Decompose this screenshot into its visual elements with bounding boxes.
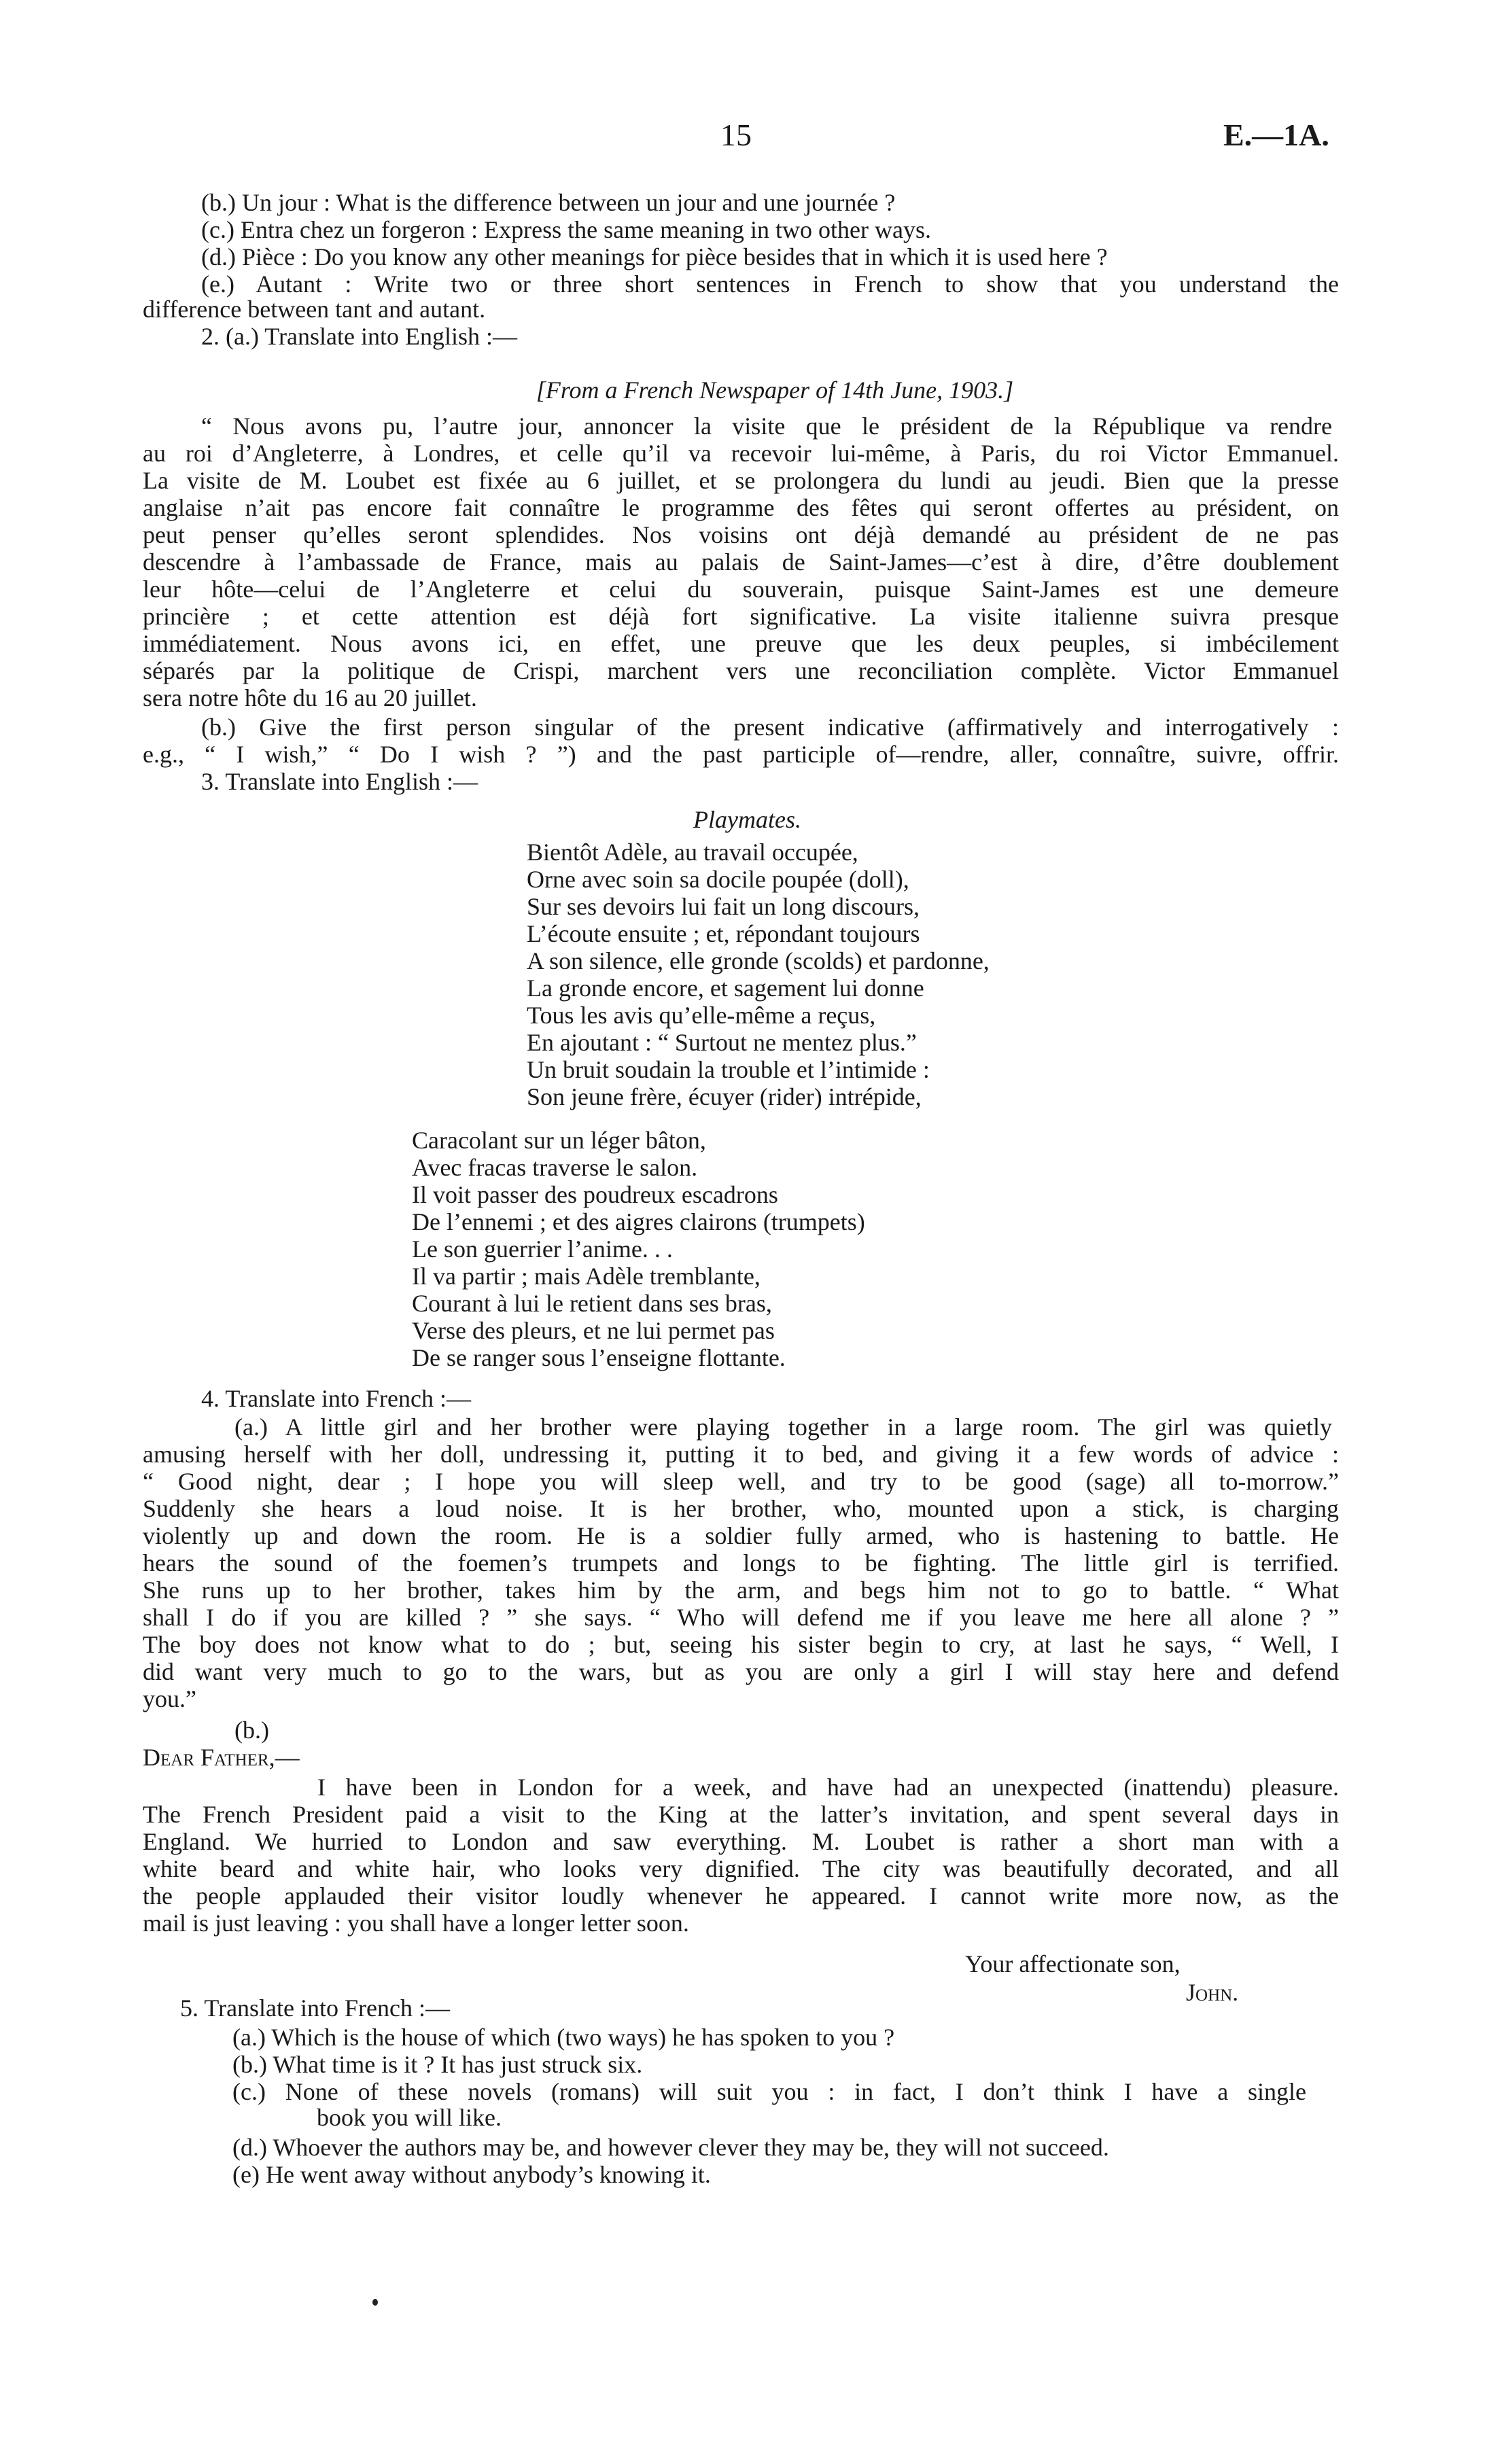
poem-line: Orne avec soin sa docile poupée (doll), xyxy=(527,866,909,893)
q4-a-line: The boy does not know what to do ; but, seeing his sister begin to cry, at last he says, “ Well, I xyxy=(143,1631,1339,1658)
poem-line: Caracolant sur un léger bâton, xyxy=(412,1127,706,1154)
q4-a-line: hears the sound of the foemen’s trumpets and longs to be fighting. The little girl is terrified. xyxy=(143,1549,1339,1577)
q2-b-line2: e.g., “ I wish,” “ Do I wish ? ”) and the past participle of—rendre, aller, connaître, suivre, offrir. xyxy=(143,741,1339,768)
poem-line: La gronde encore, et sagement lui donne xyxy=(527,974,924,1002)
q2-source-title: [From a French Newspaper of 14th June, 1903.] xyxy=(536,376,1014,404)
passage-line: séparés par la politique de Crispi, marchent vers une reconciliation complète. Victor Emmanuel xyxy=(143,657,1339,684)
passage-line: sera notre hôte du 16 au 20 juillet. xyxy=(143,684,477,711)
q5-c-line2: book you will like. xyxy=(317,2104,502,2131)
q4-a-line: shall I do if you are killed ? ” she says. “ Who will defend me if you leave me here all alone ? ” xyxy=(143,1604,1339,1631)
q4-a-line: did want very much to go to the wars, but as you are only a girl I will stay here and defend xyxy=(143,1658,1339,1685)
passage-line: leur hôte—celui de l’Angleterre et celui du souverain, puisque Saint-James est une demeure xyxy=(143,576,1339,603)
passage-line: anglaise n’ait pas encore fait connaître le programme des fêtes qui seront offertes au président, on xyxy=(143,494,1339,521)
q5-d: (d.) Whoever the authors may be, and however clever they may be, they will not succeed. xyxy=(232,2134,1109,2161)
q1-c: (c.) Entra chez un forgeron : Express the same meaning in two other ways. xyxy=(201,216,931,243)
q4-a-line: you.” xyxy=(143,1685,196,1712)
scan-speck xyxy=(372,2299,378,2306)
q4-a-line: amusing herself with her doll, undressing it, putting it to bed, and giving it a few words of advice : xyxy=(143,1441,1339,1468)
poem-line: De se ranger sous l’enseigne flottante. xyxy=(412,1344,786,1371)
letter-line: England. We hurried to London and saw everything. M. Loubet is rather a short man with a xyxy=(143,1828,1339,1855)
letter-line: The French President paid a visit to the King at the latter’s invitation, and spent several days in xyxy=(143,1801,1339,1828)
passage-line: peut penser qu’elles seront splendides. Nos voisins ont déjà demandé au président de ne pas xyxy=(143,521,1339,548)
letter-line: white beard and white hair, who looks very dignified. The city was beautifully decorated, and all xyxy=(143,1855,1339,1882)
q1-e-line2: difference between tant and autant. xyxy=(143,296,486,323)
passage-line: au roi d’Angleterre, à Londres, et celle qu’il va recevoir lui-même, à Paris, du roi Victor Emmanuel. xyxy=(143,440,1339,467)
q4-b-label: (b.) xyxy=(234,1717,269,1744)
poem-line: Son jeune frère, écuyer (rider) intrépide, xyxy=(527,1083,922,1110)
q5-c-line1: (c.) None of these novels (romans) will suit you : in fact, I don’t think I have a single xyxy=(232,2078,1306,2105)
q2-b-line1: (b.) Give the first person singular of the present indicative (affirmatively and interrogatively : xyxy=(201,714,1339,741)
poem-line: Bientôt Adèle, au travail occupée, xyxy=(527,839,858,866)
letter-line: I have been in London for a week, and have had an unexpected (inattendu) pleasure. xyxy=(317,1774,1339,1801)
q4-a-line: violently up and down the room. He is a soldier fully armed, who is hastening to battle. He xyxy=(143,1522,1339,1549)
q4-heading: 4. Translate into French :— xyxy=(201,1385,471,1412)
passage-line: “ Nous avons pu, l’autre jour, annoncer la visite que le président de la République va rendre xyxy=(201,412,1332,440)
q5-e: (e) He went away without anybody’s knowing it. xyxy=(232,2161,711,2188)
poem-line: Avec fracas traverse le salon. xyxy=(412,1154,698,1181)
poem-line: Tous les avis qu’elle-même a reçus, xyxy=(527,1002,876,1029)
poem-line: Il voit passer des poudreux escadrons xyxy=(412,1181,778,1208)
poem-line: De l’ennemi ; et des aigres clairons (trumpets) xyxy=(412,1208,865,1235)
poem-line: En ajoutant : “ Surtout ne mentez plus.” xyxy=(527,1029,917,1056)
q5-b: (b.) What time is it ? It has just struck six. xyxy=(232,2051,643,2078)
passage-line: La visite de M. Loubet est fixée au 6 juillet, et se prolongera du lundi au jeudi. Bien que la presse xyxy=(143,467,1339,494)
q1-b: (b.) Un jour : What is the difference between un jour and une journée ? xyxy=(201,189,896,216)
poem-line: Courant à lui le retient dans ses bras, xyxy=(412,1290,772,1317)
letter-closing: Your affectionate son, xyxy=(965,1950,1181,1977)
poem-line: L’écoute ensuite ; et, répondant toujours xyxy=(527,920,920,947)
passage-line: princière ; et cette attention est déjà fort significative. La visite italienne suivra presque xyxy=(143,603,1339,630)
poem-line: Verse des pleurs, et ne lui permet pas xyxy=(412,1317,775,1344)
q5-a: (a.) Which is the house of which (two ways) he has spoken to you ? xyxy=(232,2024,895,2051)
letter-signature: John. xyxy=(1186,1979,1239,2006)
poem-line: A son silence, elle gronde (scolds) et pardonne, xyxy=(527,947,990,974)
document-code: E.—1A. xyxy=(1223,118,1329,152)
page-number: 15 xyxy=(720,118,752,152)
q4-a-line: Suddenly she hears a loud noise. It is her brother, who, mounted upon a stick, is charging xyxy=(143,1495,1339,1522)
q4-a-line: She runs up to her brother, takes him by the arm, and begs him not to go to battle. “ What xyxy=(143,1577,1339,1604)
poem-line: Le son guerrier l’anime. . . xyxy=(412,1235,673,1263)
q2-heading: 2. (a.) Translate into English :— xyxy=(201,323,517,350)
poem-title: Playmates. xyxy=(693,806,801,833)
letter-salutation: Dear Father,— xyxy=(143,1744,300,1771)
passage-line: descendre à l’ambassade de France, mais au palais de Saint-James—c’est à dire, d’être doublement xyxy=(143,548,1339,576)
q4-a-line: “ Good night, dear ; I hope you will sleep well, and try to be good (sage) all to-morrow.” xyxy=(143,1468,1339,1495)
passage-line: immédiatement. Nous avons ici, en effet, une preuve que les deux peuples, si imbécilement xyxy=(143,630,1339,657)
letter-line: the people applauded their visitor loudly whenever he appeared. I cannot write more now, as the xyxy=(143,1882,1339,1909)
poem-line: Un bruit soudain la trouble et l’intimide : xyxy=(527,1056,930,1083)
poem-line: Sur ses devoirs lui fait un long discours, xyxy=(527,893,920,920)
q3-heading: 3. Translate into English :— xyxy=(201,768,478,795)
poem-line: Il va partir ; mais Adèle tremblante, xyxy=(412,1263,761,1290)
q5-heading: 5. Translate into French :— xyxy=(180,1994,450,2022)
q1-e-line1: (e.) Autant : Write two or three short sentences in French to show that you understand the xyxy=(201,270,1339,298)
letter-line: mail is just leaving : you shall have a longer letter soon. xyxy=(143,1909,689,1937)
q1-d: (d.) Pièce : Do you know any other meanings for pièce besides that in which it is used here ? xyxy=(201,243,1108,270)
q4-a-line: (a.) A little girl and her brother were playing together in a large room. The girl was quietly xyxy=(234,1413,1332,1441)
